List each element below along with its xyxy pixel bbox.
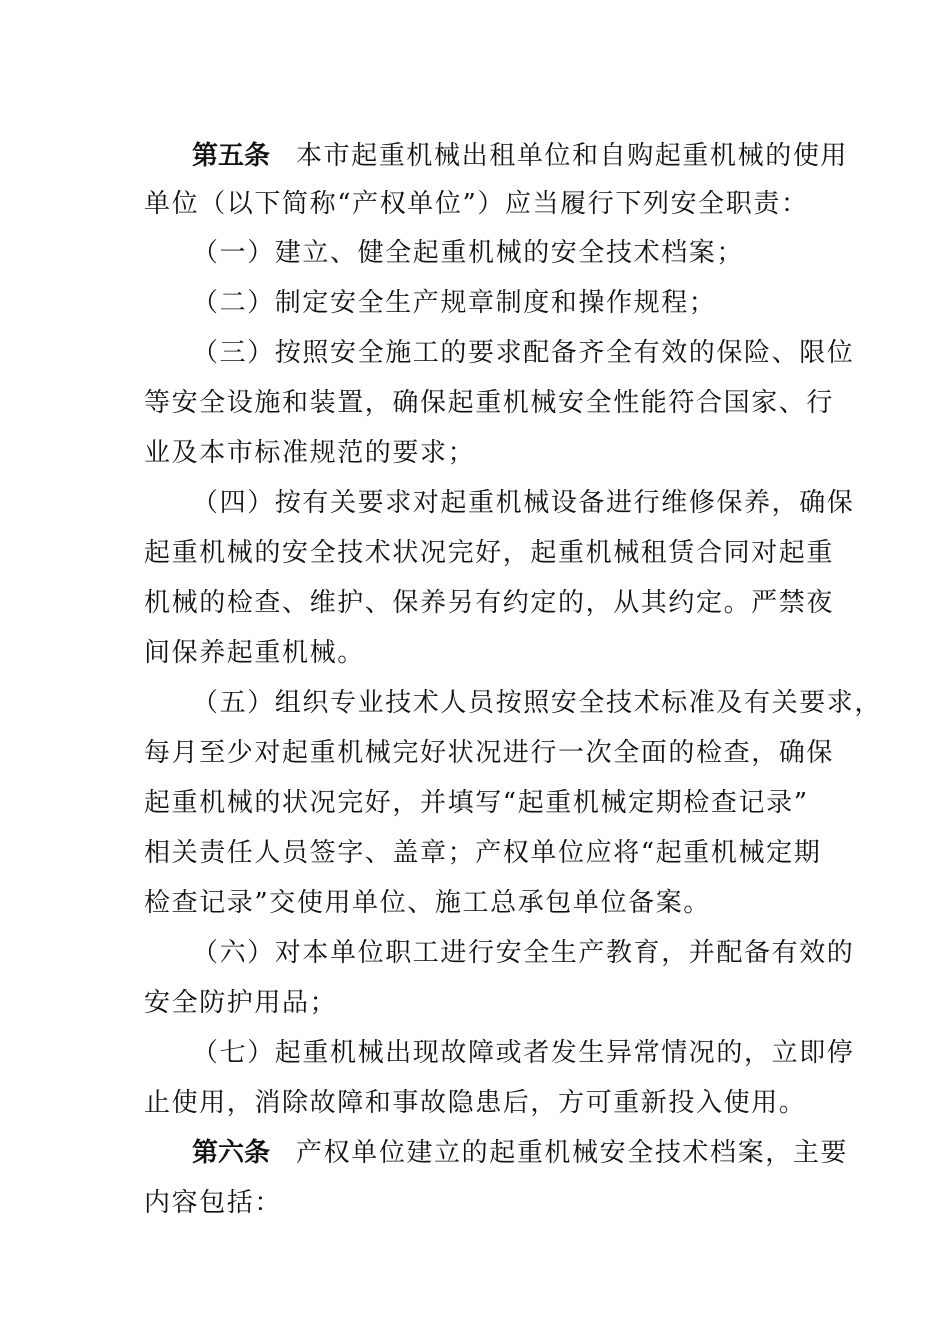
article-6-line-2: 内容包括： — [144, 1188, 283, 1218]
item-4-line-4: 间保养起重机械。 — [144, 638, 365, 668]
item-5-line-3: 起重机械的状况完好，并填写“起重机械定期检查记录” — [144, 788, 809, 818]
item-5-line-4: 相关责任人员签字、盖章；产权单位应将“起重机械定期 — [144, 838, 822, 868]
article-6-label: 第六条 — [192, 1138, 271, 1168]
article-5-label: 第五条 — [192, 141, 271, 171]
item-7-line-1: （七）起重机械出现故障或者发生异常情况的，立即停 — [192, 1038, 855, 1068]
item-7-line-2: 止使用，消除故障和事故隐患后，方可重新投入使用。 — [144, 1088, 807, 1118]
item-1-line: （一）建立、健全起重机械的安全技术档案； — [192, 238, 745, 268]
item-4-line-3: 机械的检查、维护、保养另有约定的，从其约定。严禁夜 — [144, 588, 835, 618]
item-3-line-1: （三）按照安全施工的要求配备齐全有效的保险、限位 — [192, 338, 855, 368]
article-5-line-2: 单位（以下简称“产权单位”）应当履行下列安全职责： — [144, 189, 809, 219]
article-6-text: 产权单位建立的起重机械安全技术档案，主要 — [296, 1138, 849, 1168]
article-5-first-line — [192, 139, 872, 173]
item-4-line-1: （四）按有关要求对起重机械设备进行维修保养，确保 — [192, 488, 855, 518]
item-2-line: （二）制定安全生产规章制度和操作规程； — [192, 288, 717, 318]
article-5-text: 本市起重机械出租单位和自购起重机械的使用 — [296, 141, 849, 171]
item-6-line-2: 安全防护用品； — [144, 988, 338, 1018]
item-4-line-2: 起重机械的安全技术状况完好，起重机械租赁合同对起重 — [144, 538, 835, 568]
item-5-line-5: 检查记录”交使用单位、施工总承包单位备案。 — [144, 888, 711, 918]
item-5-line-2: 每月至少对起重机械完好状况进行一次全面的检查，确保 — [144, 738, 835, 768]
item-6-line-1: （六）对本单位职工进行安全生产教育，并配备有效的 — [192, 938, 855, 968]
item-3-line-2: 等安全设施和装置，确保起重机械安全性能符合国家、行 — [144, 388, 835, 418]
item-3-line-3: 业及本市标准规范的要求； — [144, 438, 476, 468]
article-6-first-line — [192, 1136, 872, 1170]
item-5-line-1: （五）组织专业技术人员按照安全技术标准及有关要求， — [192, 688, 883, 718]
